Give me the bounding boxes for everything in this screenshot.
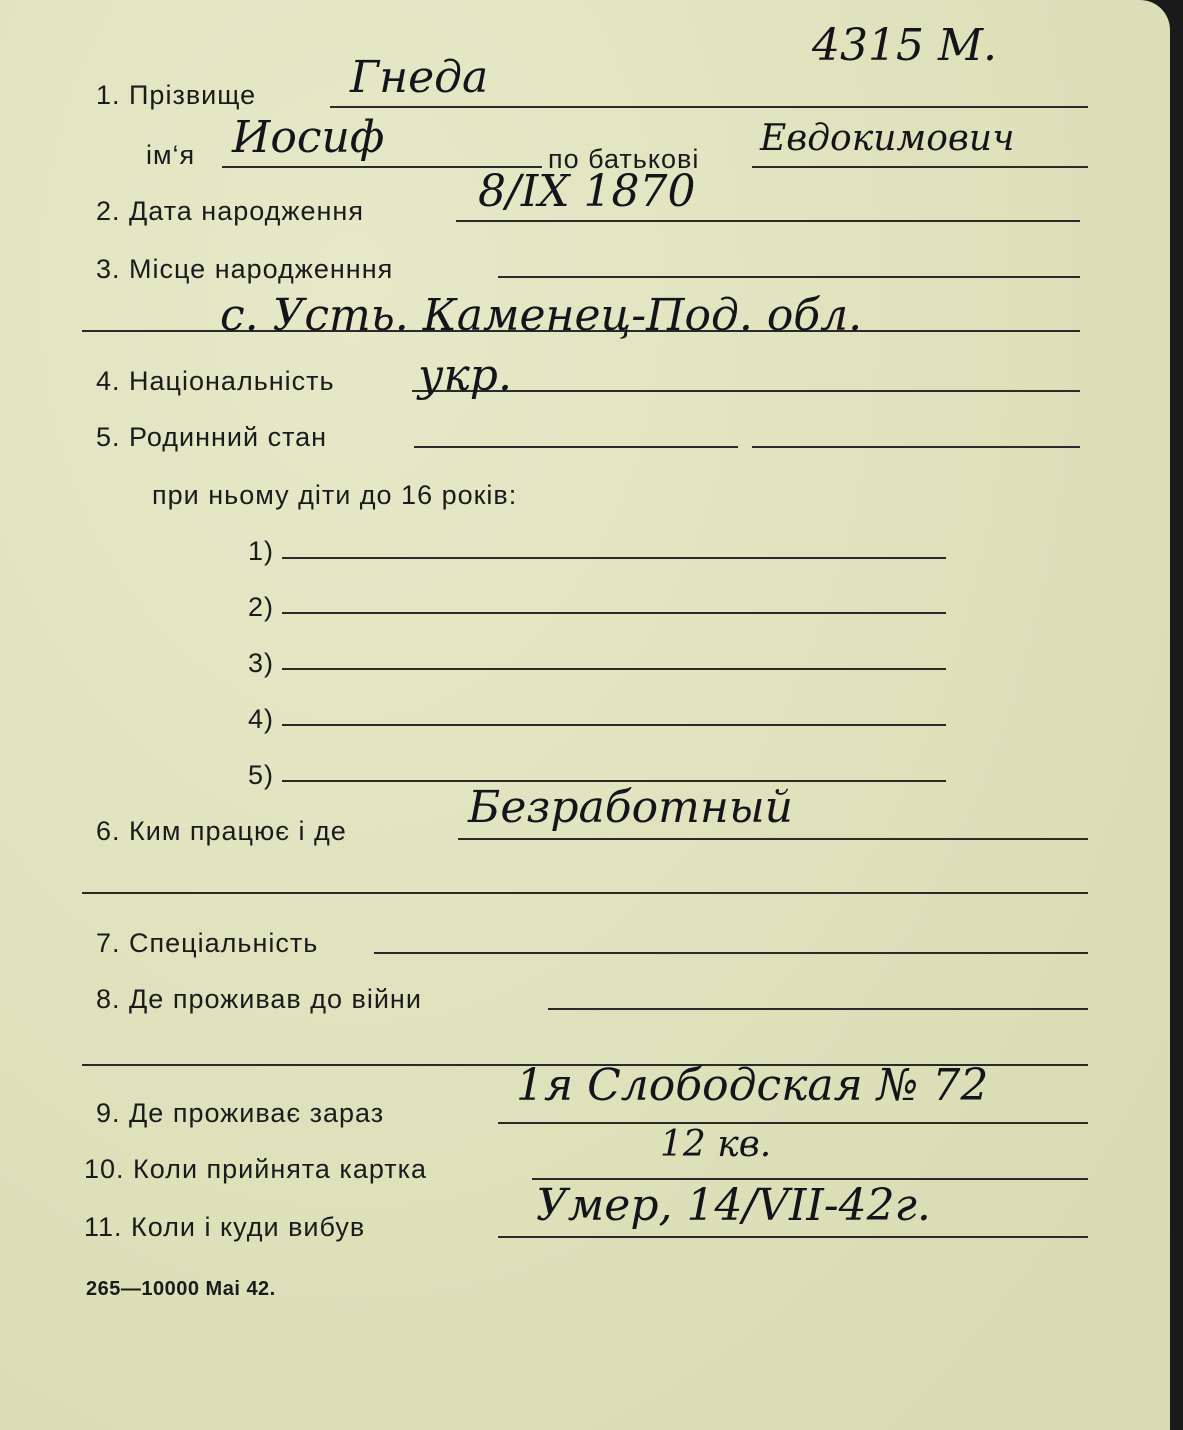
birth-place-label: 3. Місце народженння [96, 254, 394, 284]
child-line [282, 612, 946, 614]
surname-value: Гнеда [350, 52, 489, 103]
patronymic-line [752, 166, 1088, 168]
child-number: 2) [248, 592, 275, 622]
name-label: ім‘я [146, 140, 196, 170]
birth-date-label: 2. Дата народження [96, 196, 364, 226]
departed-value: Умер, 14/VII-42г. [536, 1180, 931, 1231]
child-line [282, 724, 946, 726]
birth-date-line [456, 220, 1080, 222]
file-number: 4315 М. [812, 20, 998, 71]
child-number: 3) [248, 648, 275, 678]
surname-line [330, 106, 1088, 108]
patronymic-label: по батькові [548, 144, 700, 174]
nationality-label: 4. Національність [96, 366, 335, 396]
print-run-footer: 265—10000 Mai 42. [86, 1278, 276, 1300]
children-label: при ньому діти до 16 років: [152, 480, 518, 510]
nationality-value: укр. [418, 350, 512, 401]
marital-label: 5. Родинний стан [96, 422, 328, 452]
birth-place-line [498, 276, 1080, 278]
child-number: 1) [248, 536, 275, 566]
work-line-2 [82, 892, 1088, 894]
work-value: Безработный [468, 782, 793, 833]
current-line [498, 1122, 1088, 1124]
card-date-value: 12 кв. [660, 1124, 772, 1165]
nationality-line [412, 390, 1080, 392]
child-number: 5) [248, 760, 275, 790]
card-date-label: 10. Коли прийнята картка [84, 1154, 428, 1184]
current-address-value: 1я Слободская № 72 [516, 1060, 989, 1111]
specialty-label: 7. Спеціальність [96, 928, 319, 958]
marital-line-b [752, 446, 1080, 448]
birth-place-value: с. Усть. Каменец-Под. обл. [220, 290, 863, 341]
marital-line-a [414, 446, 738, 448]
prewar-line [548, 1008, 1088, 1010]
child-line [282, 668, 946, 670]
departed-label: 11. Коли і куди вибув [84, 1212, 366, 1242]
work-line [458, 838, 1088, 840]
work-label: 6. Ким працює і де [96, 816, 347, 846]
name-value: Иосиф [232, 112, 385, 163]
patronymic-value: Евдокимович [760, 118, 1015, 159]
prewar-label: 8. Де проживав до війни [96, 984, 422, 1014]
birth-date-value: 8/IX 1870 [478, 166, 696, 217]
surname-label: 1. Прізвище [96, 80, 257, 110]
specialty-line [374, 952, 1088, 954]
departed-line [498, 1236, 1088, 1238]
child-number: 4) [248, 704, 275, 734]
current-label: 9. Де проживає зараз [96, 1098, 385, 1128]
child-line [282, 557, 946, 559]
